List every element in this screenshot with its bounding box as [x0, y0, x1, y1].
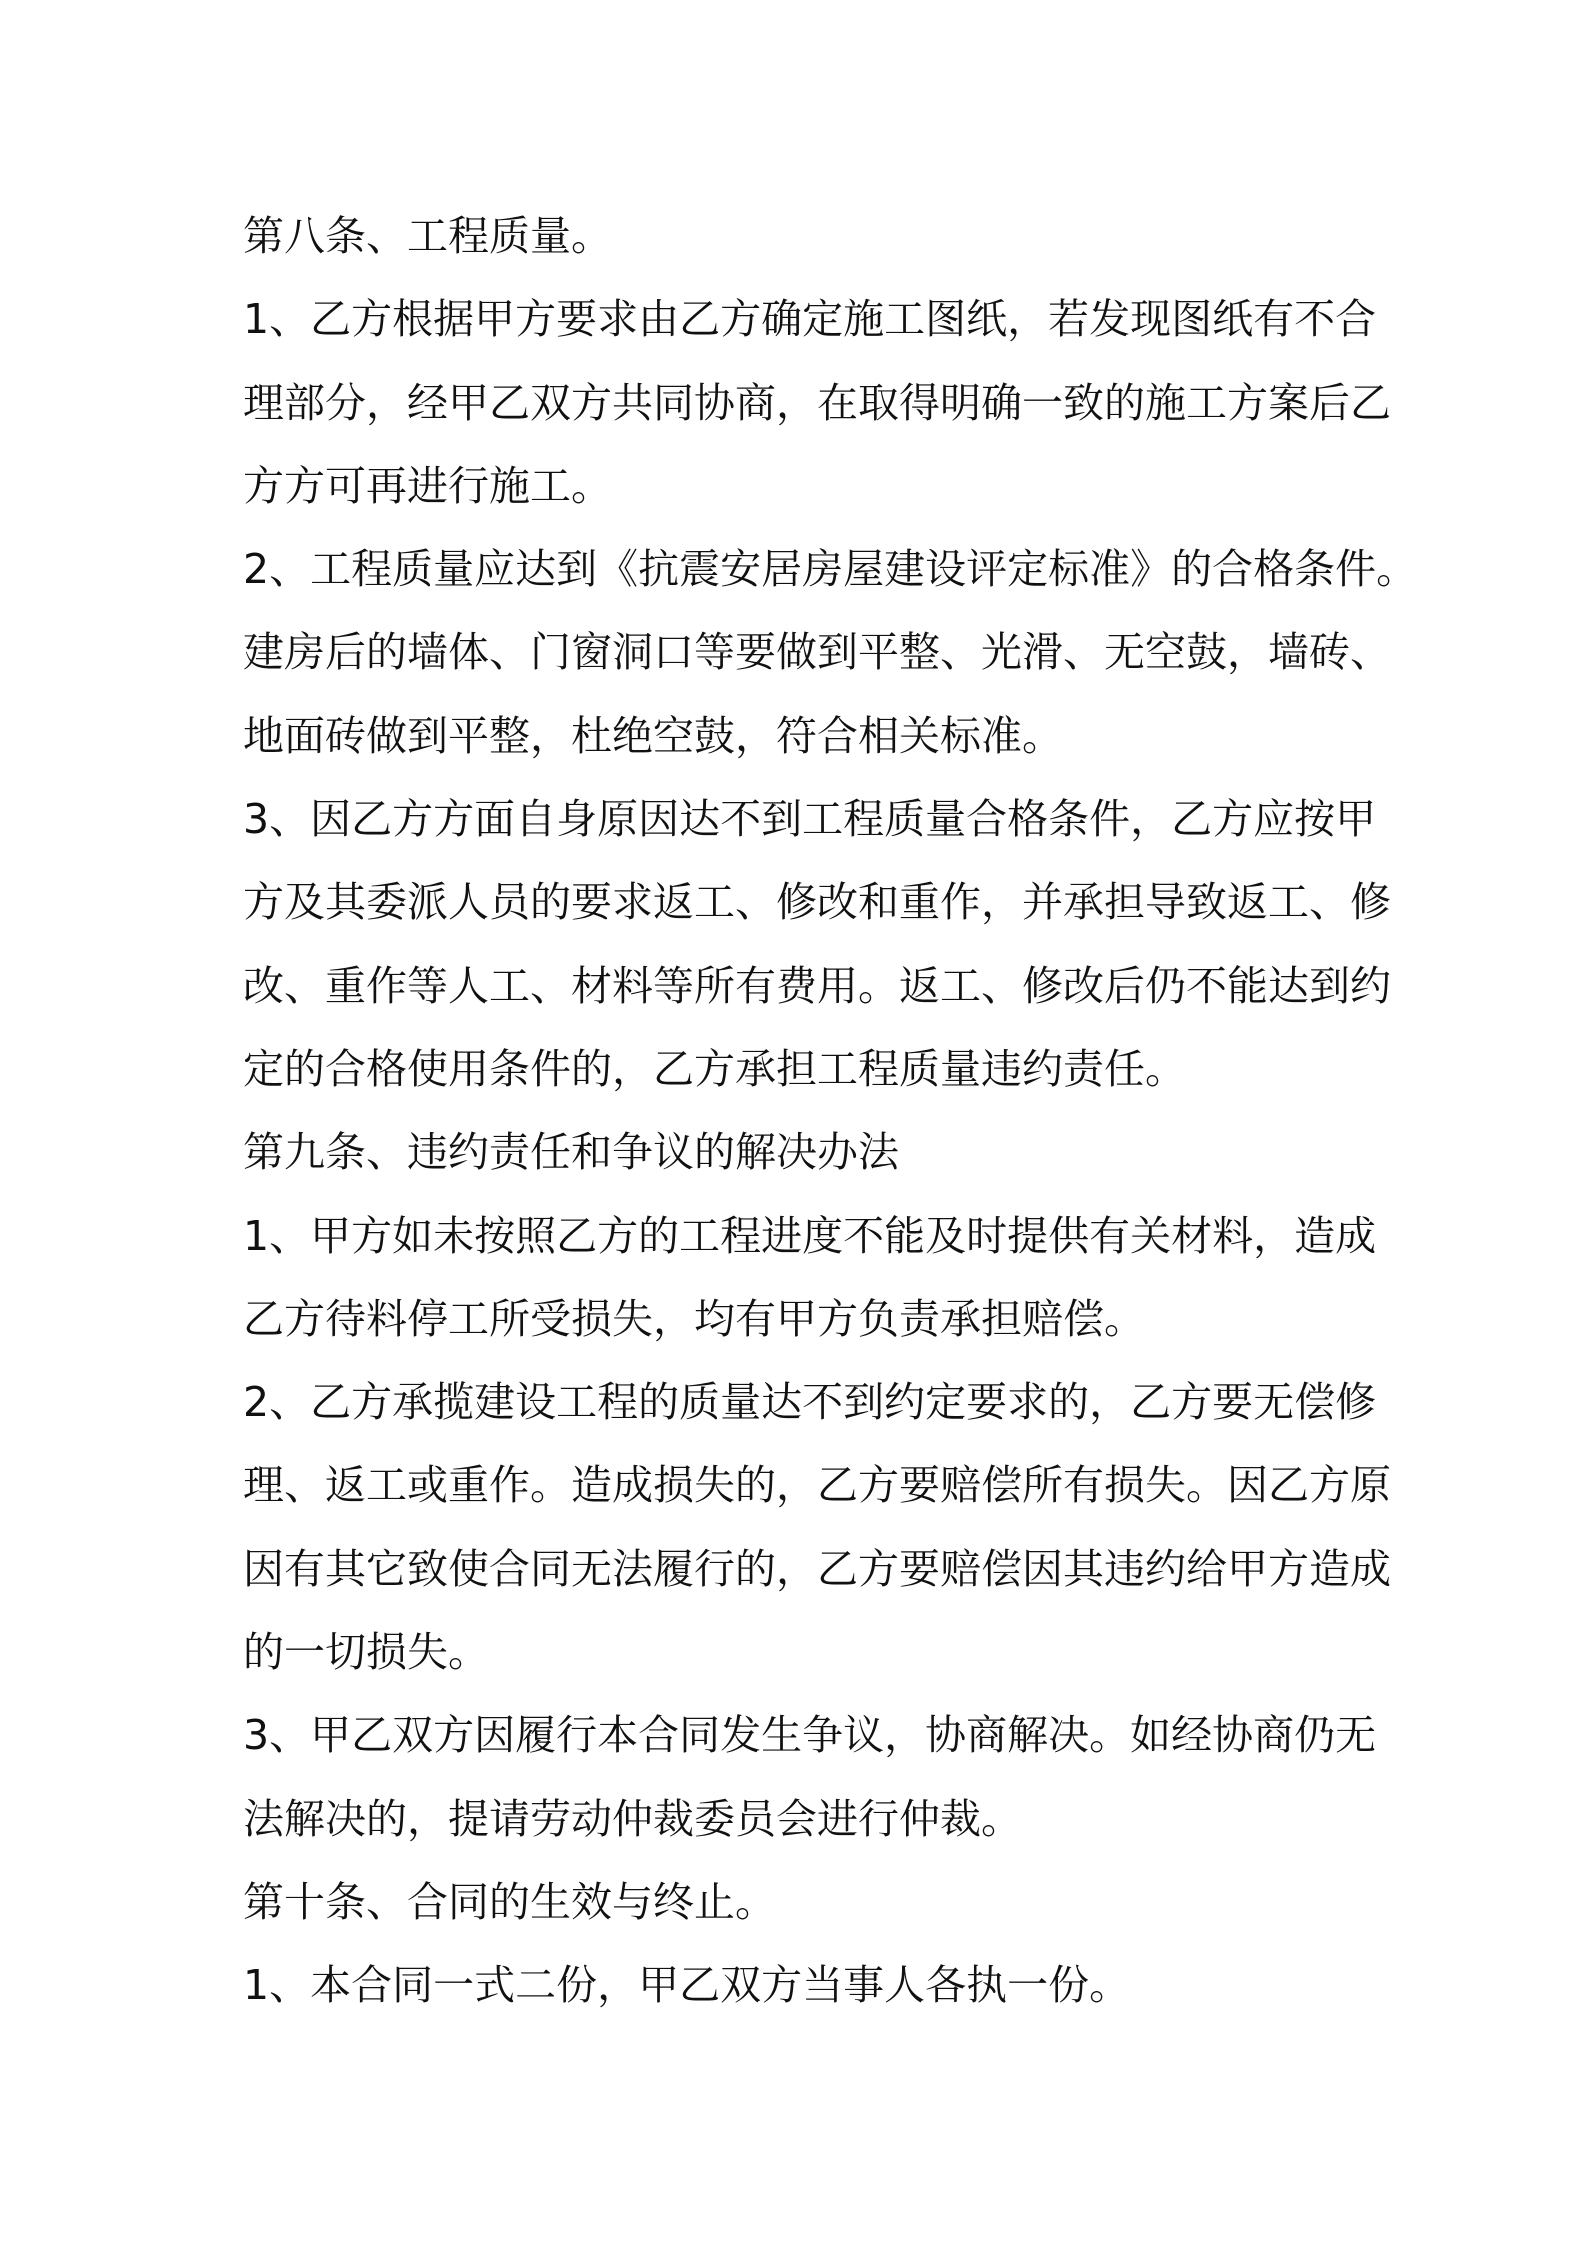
heading-article-9: 第九条、违约责任和争议的解决办法	[243, 1128, 899, 1177]
text-line: 改、重作等人工、材料等所有费用。返工、修改后仍不能达到约	[243, 961, 1391, 1010]
heading-article-8: 第八条、工程质量。	[243, 212, 612, 260]
text-line: 地面砖做到平整，杜绝空鼓，符合相关标准。	[243, 711, 1063, 760]
text-line: 方及其委派人员的要求返工、修改和重作，并承担导致返工、修	[243, 878, 1391, 927]
text-line: 方方可再进行施工。	[243, 461, 612, 510]
text-line: 理、返工或重作。造成损失的，乙方要赔偿所有损失。因乙方原	[243, 1461, 1391, 1510]
text-line: 的一切损失。	[243, 1628, 489, 1677]
text-line: 2、乙方承揽建设工程的质量达不到约定要求的，乙方要无偿修	[243, 1378, 1377, 1427]
text-line: 3、因乙方方面自身原因达不到工程质量合格条件，乙方应按甲	[243, 795, 1377, 844]
text-line: 1、甲方如未按照乙方的工程进度不能及时提供有关材料，造成	[243, 1211, 1377, 1260]
text-line: 1、乙方根据甲方要求由乙方确定施工图纸，若发现图纸有不合	[243, 295, 1377, 344]
document-body	[243, 195, 1418, 2028]
heading-article-10: 第十条、合同的生效与终止。	[243, 1877, 776, 1926]
text-line: 定的合格使用条件的，乙方承担工程质量违约责任。	[243, 1044, 1186, 1093]
text-line: 2、工程质量应达到《抗震安居房屋建设评定标准》的合格条件。	[243, 545, 1418, 594]
text-line: 3、甲乙双方因履行本合同发生争议，协商解决。如经协商仍无	[243, 1711, 1377, 1760]
text-line: 建房后的墙体、门窗洞口等要做到平整、光滑、无空鼓，墙砖、	[243, 628, 1391, 677]
text-line: 法解决的，提请劳动仲裁委员会进行仲裁。	[243, 1794, 1022, 1843]
text-line: 理部分，经甲乙双方共同协商，在取得明确一致的施工方案后乙	[243, 378, 1391, 427]
text-line: 乙方待料停工所受损失，均有甲方负责承担赔偿。	[243, 1294, 1145, 1343]
text-line: 因有其它致使合同无法履行的，乙方要赔偿因其违约给甲方造成	[243, 1544, 1391, 1593]
text-line: 1、本合同一式二份，甲乙双方当事人各执一份。	[243, 1961, 1131, 2010]
